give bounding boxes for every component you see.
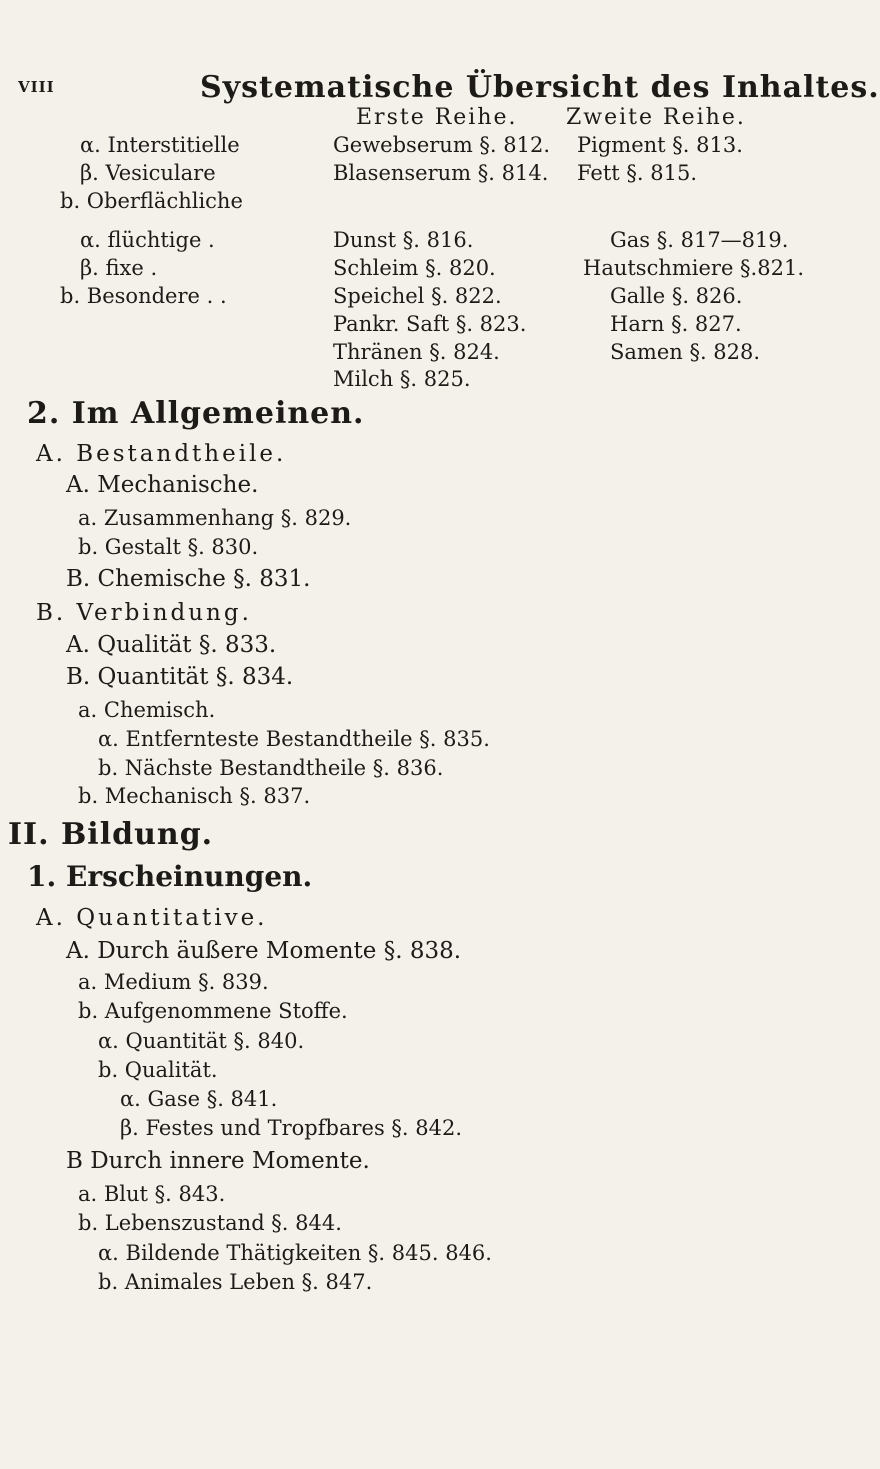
outline-item: b. Aufgenommene Stoffe.: [78, 999, 348, 1023]
outline-item: A. Bestandtheile.: [36, 441, 287, 467]
outline-item: A. Mechanische.: [66, 472, 259, 498]
outline-item: α. Gase §. 841.: [120, 1087, 278, 1111]
row-second: Fett §. 815.: [577, 161, 698, 185]
row-second: Galle §. 826.: [610, 284, 743, 308]
row-label: α. flüchtige .: [80, 228, 215, 252]
page-title: Systematische Übersicht des Inhaltes.: [200, 70, 880, 105]
outline-item: b. Gestalt §. 830.: [78, 535, 259, 559]
outline-item: A. Quantitative.: [36, 905, 268, 931]
row-first: Pankr. Saft §. 823.: [333, 312, 527, 336]
outline-item: b. Animales Leben §. 847.: [98, 1270, 373, 1294]
outline-item: a. Zusammenhang §. 829.: [78, 506, 352, 530]
row-second: Samen §. 828.: [610, 340, 761, 364]
outline-item: A. Durch äußere Momente §. 838.: [66, 938, 462, 964]
row-second: Pigment §. 813.: [577, 133, 743, 157]
outline-item: β. Festes und Tropfbares §. 842.: [120, 1116, 462, 1140]
outline-item: B Durch innere Momente.: [66, 1148, 370, 1174]
outline-item: α. Bildende Thätigkeiten §. 845. 846.: [98, 1241, 492, 1265]
section-heading: 2. Im Allgemeinen.: [27, 396, 365, 431]
outline-item: B. Chemische §. 831.: [66, 566, 311, 592]
outline-item: α. Entfernteste Bestandtheile §. 835.: [98, 727, 490, 751]
outline-item: b. Lebenszustand §. 844.: [78, 1211, 342, 1235]
row-first: Dunst §. 816.: [333, 228, 474, 252]
row-second: Harn §. 827.: [610, 312, 742, 336]
row-first: Gewebserum §. 812.: [333, 133, 551, 157]
outline-item: a. Chemisch.: [78, 698, 216, 722]
outline-item: b. Mechanisch §. 837.: [78, 784, 311, 808]
outline-item: b. Nächste Bestandtheile §. 836.: [98, 756, 444, 780]
outline-item: b. Qualität.: [98, 1058, 218, 1082]
outline-item: a. Medium §. 839.: [78, 970, 269, 994]
section-heading: II. Bildung.: [8, 817, 214, 852]
outline-item: A. Qualität §. 833.: [66, 632, 277, 658]
outline-item: B. Verbindung.: [36, 600, 252, 626]
column-header-first: Erste Reihe.: [356, 105, 518, 130]
outline-item: a. Blut §. 843.: [78, 1182, 226, 1206]
row-first: Blasenserum §. 814.: [333, 161, 549, 185]
row-first: Milch §. 825.: [333, 367, 471, 391]
section-heading: 1. Erscheinungen.: [27, 860, 313, 893]
row-first: Thränen §. 824.: [333, 340, 500, 364]
page-number: VIII: [18, 78, 55, 96]
outline-item: B. Quantität §. 834.: [66, 664, 294, 690]
row-second: Gas §. 817—819.: [610, 228, 789, 252]
row-second: Hautschmiere §.821.: [583, 256, 804, 280]
row-label: β. fixe .: [80, 256, 158, 280]
row-label: β. Vesiculare: [80, 161, 216, 185]
column-header-second: Zweite Reihe.: [566, 105, 746, 130]
row-label: b. Besondere . .: [60, 284, 227, 308]
row-label: b. Oberflächliche: [60, 189, 243, 213]
row-first: Schleim §. 820.: [333, 256, 496, 280]
row-label: α. Interstitielle: [80, 133, 240, 157]
outline-item: α. Quantität §. 840.: [98, 1029, 305, 1053]
row-first: Speichel §. 822.: [333, 284, 502, 308]
